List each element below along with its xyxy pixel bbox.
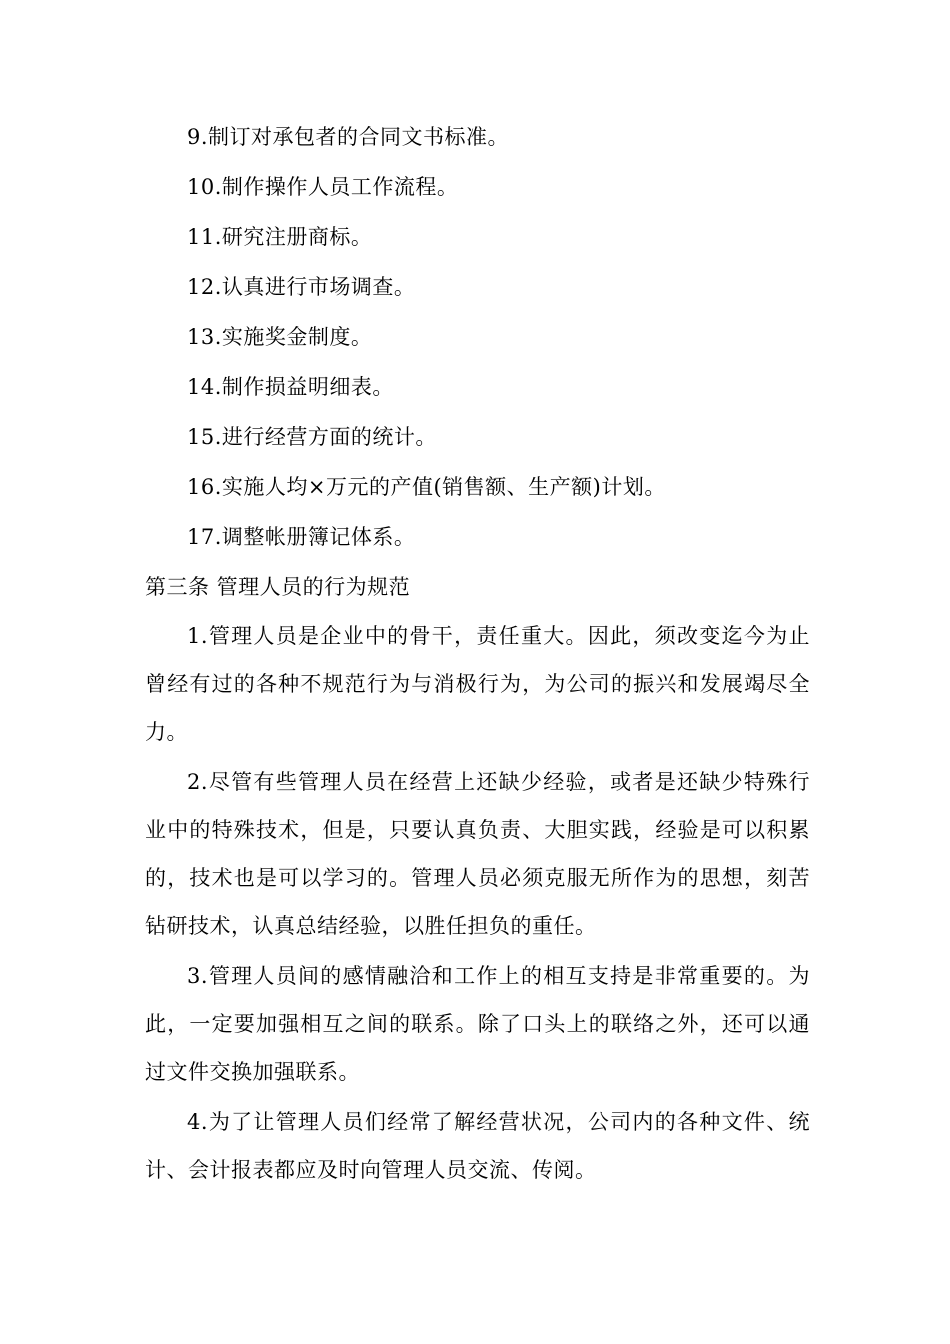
list-item: 16.实施人均×万元的产值(销售额、生产额)计划。	[187, 475, 666, 499]
paragraph-2: 2.尽管有些管理人员在经营上还缺少经验，或者是还缺少特殊行业中的特殊技术，但是，只要认真负责、大胆实践，经验是可以积累的，技术也是可以学习的。管理人员必须克服无所作为的思想，刻苦钻研技术，认真总结经验，以胜任担负的重任。	[145, 770, 810, 938]
paragraph-3: 3.管理人员间的感情融洽和工作上的相互支持是非常重要的。为此，一定要加强相互之间的联系。除了口头上的联络之外，还可以通过文件交换加强联系。	[145, 964, 810, 1084]
list-item: 15.进行经营方面的统计。	[187, 425, 437, 449]
document-body	[145, 112, 810, 1196]
list-item: 13.实施奖金制度。	[187, 325, 373, 349]
list-item: 14.制作损益明细表。	[187, 375, 394, 399]
list-item: 17.调整帐册簿记体系。	[187, 525, 416, 549]
paragraph-4: 4.为了让管理人员们经常了解经营状况，公司内的各种文件、统计、会计报表都应及时向管理人员交流、传阅。	[145, 1110, 810, 1182]
paragraph-1: 1.管理人员是企业中的骨干，责任重大。因此，须改变迄今为止曾经有过的各种不规范行为与消极行为，为公司的振兴和发展竭尽全力。	[145, 624, 810, 744]
list-item: 12.认真进行市场调查。	[187, 275, 416, 299]
section-heading: 第三条 管理人员的行为规范	[145, 575, 411, 599]
list-item: 11.研究注册商标。	[187, 225, 373, 249]
list-item: 10.制作操作人员工作流程。	[187, 175, 459, 199]
list-item: 9.制订对承包者的合同文书标准。	[187, 125, 510, 149]
